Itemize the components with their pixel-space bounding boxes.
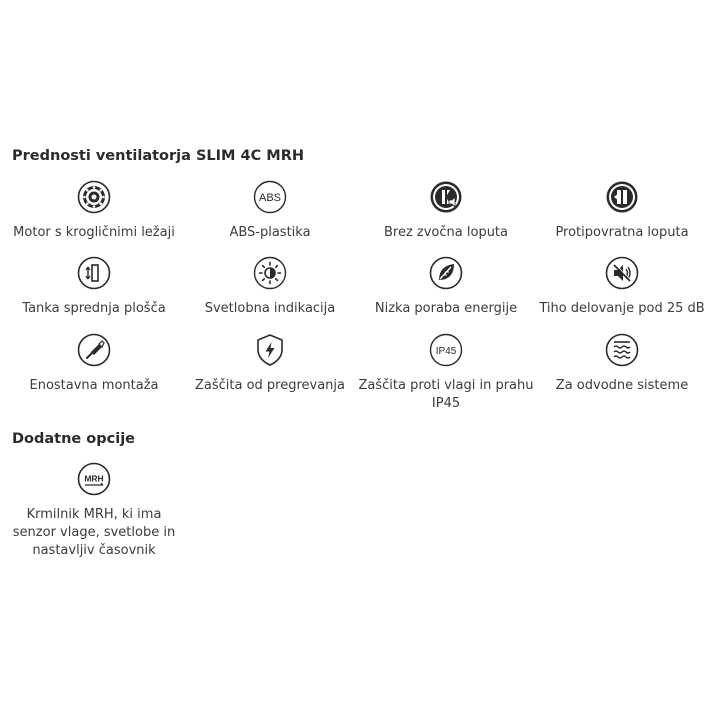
feature-ball-bearing-motor	[6, 180, 182, 242]
feature-quiet-operation	[534, 256, 710, 318]
feature-low-energy	[358, 256, 534, 318]
feature-silent-flap	[358, 180, 534, 242]
feature-light-indication	[182, 256, 358, 318]
ip45-icon	[429, 333, 463, 367]
feature-exhaust-systems	[534, 333, 710, 395]
silent-flap-icon	[429, 180, 463, 214]
advantages-heading: Prednosti ventilatorja SLIM 4C MRH	[12, 148, 305, 164]
feature-easy-installation	[6, 333, 182, 395]
ip45-icon-text: IP45	[435, 346, 457, 357]
feature-overheat-protection	[182, 333, 358, 395]
feature-thin-front-panel	[6, 256, 182, 318]
feature-label: Brez zvočna loputa	[383, 225, 508, 240]
feature-label: Tiho delovanje pod 25 dB	[539, 301, 705, 316]
feature-backflow-flap	[534, 180, 710, 242]
leaf-energy-icon	[429, 256, 463, 290]
feature-label: Za odvodne sisteme	[555, 378, 689, 393]
feature-label: Svetlobna indikacija	[204, 301, 336, 316]
feature-label: Enostavna montaža	[29, 378, 159, 393]
feature-label: Protipovratna loputa	[555, 225, 689, 240]
feature-label: Tanka sprednja plošča	[22, 301, 166, 316]
option-label: Krmilnik MRH, ki ima senzor vlage, svetlobe in nastavljiv časovnik	[12, 507, 176, 558]
feature-label: Nizka poraba energije	[374, 301, 518, 316]
options-heading: Dodatne opcije	[12, 431, 136, 447]
feature-label: ABS-plastika	[229, 225, 311, 240]
feature-abs-plastic	[182, 180, 358, 242]
ball-bearing-motor-icon	[77, 180, 111, 214]
feature-label: Zaščita proti vlagi in prahu IP45	[358, 378, 534, 411]
exhaust-waves-icon	[605, 333, 639, 367]
shield-bolt-icon	[253, 333, 287, 367]
light-indicator-icon	[253, 256, 287, 290]
abs-icon	[253, 180, 287, 214]
speaker-mute-icon	[605, 256, 639, 290]
feature-label: Zaščita od pregrevanja	[194, 378, 346, 393]
mrh-controller-icon	[77, 462, 111, 496]
abs-icon-text: ABS	[258, 192, 282, 204]
feature-label: Motor s krogličnimi ležaji	[13, 225, 175, 240]
backflow-flap-icon	[605, 180, 639, 214]
thin-front-panel-icon	[77, 256, 111, 290]
screwdriver-icon	[77, 333, 111, 367]
mrh-icon-text: MRH	[84, 473, 104, 484]
option-mrh-controller	[6, 462, 182, 560]
feature-ip45-protection	[358, 333, 534, 413]
